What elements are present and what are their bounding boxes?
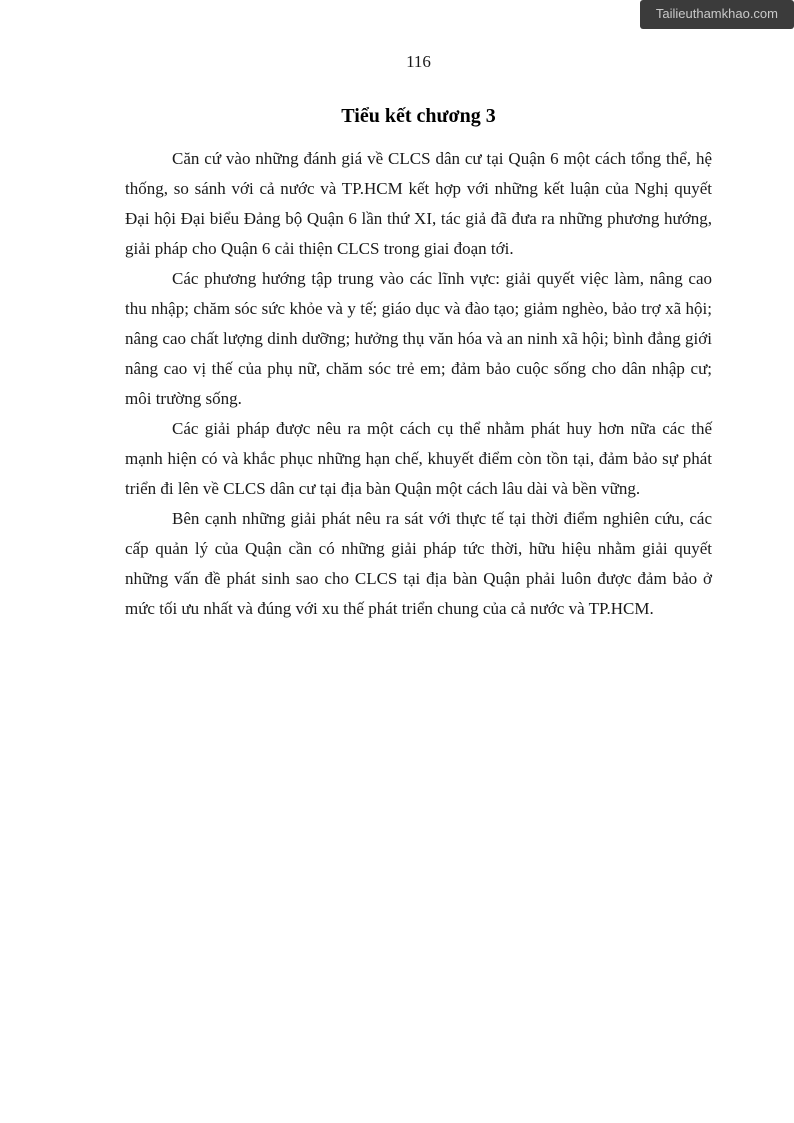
- paragraph: Các giải pháp được nêu ra một cách cụ thể nhằm phát huy hơn nữa các thế mạnh hiện có và khắc phục những hạn chế, khuyết điểm còn tồn tại, đảm bảo sự phát triển đi lên về CLCS dân cư tại địa bàn Quận một cách lâu dài và bền vững.: [125, 419, 712, 498]
- watermark-label: Tailieuthamkhao.com: [655, 6, 778, 21]
- paragraph: Bên cạnh những giải phát nêu ra sát với thực tế tại thời điểm nghiên cứu, các cấp quản lý của Quận cần có những giải pháp tức thời, hữu hiệu nhằm giải quyết những vấn đề phát sinh sao cho CLCS tại địa bàn Quận phải luôn được đảm bảo ở mức tối ưu nhất và đúng với xu thế phát triển chung của cả nước và TP.HCM.: [125, 509, 712, 618]
- paragraph: Các phương hướng tập trung vào các lĩnh vực: giải quyết việc làm, nâng cao thu nhập; chăm sóc sức khỏe và y tế; giáo dục và đào tạo; giảm nghèo, bảo trợ xã hội; nâng cao chất lượng dinh dưỡng; hưởng thụ văn hóa và an ninh xã hội; bình đẳng giới nâng cao vị thế của phụ nữ, chăm sóc trẻ em; đảm bảo cuộc sống cho dân nhập cư; môi trường sống.: [125, 269, 712, 408]
- page-title: Tiểu kết chương 3: [341, 105, 496, 127]
- page-content: [125, 0, 712, 624]
- page-number: 116: [406, 52, 431, 71]
- paragraph: Căn cứ vào những đánh giá về CLCS dân cư tại Quận 6 một cách tổng thể, hệ thống, so sánh với cả nước và TP.HCM kết hợp với những kết luận của Nghị quyết Đại hội Đại biểu Đảng bộ Quận 6 lần thứ XI, tác giả đã đưa ra những phương hướng, giải pháp cho Quận 6 cải thiện CLCS trong giai đoạn tới.: [125, 149, 712, 258]
